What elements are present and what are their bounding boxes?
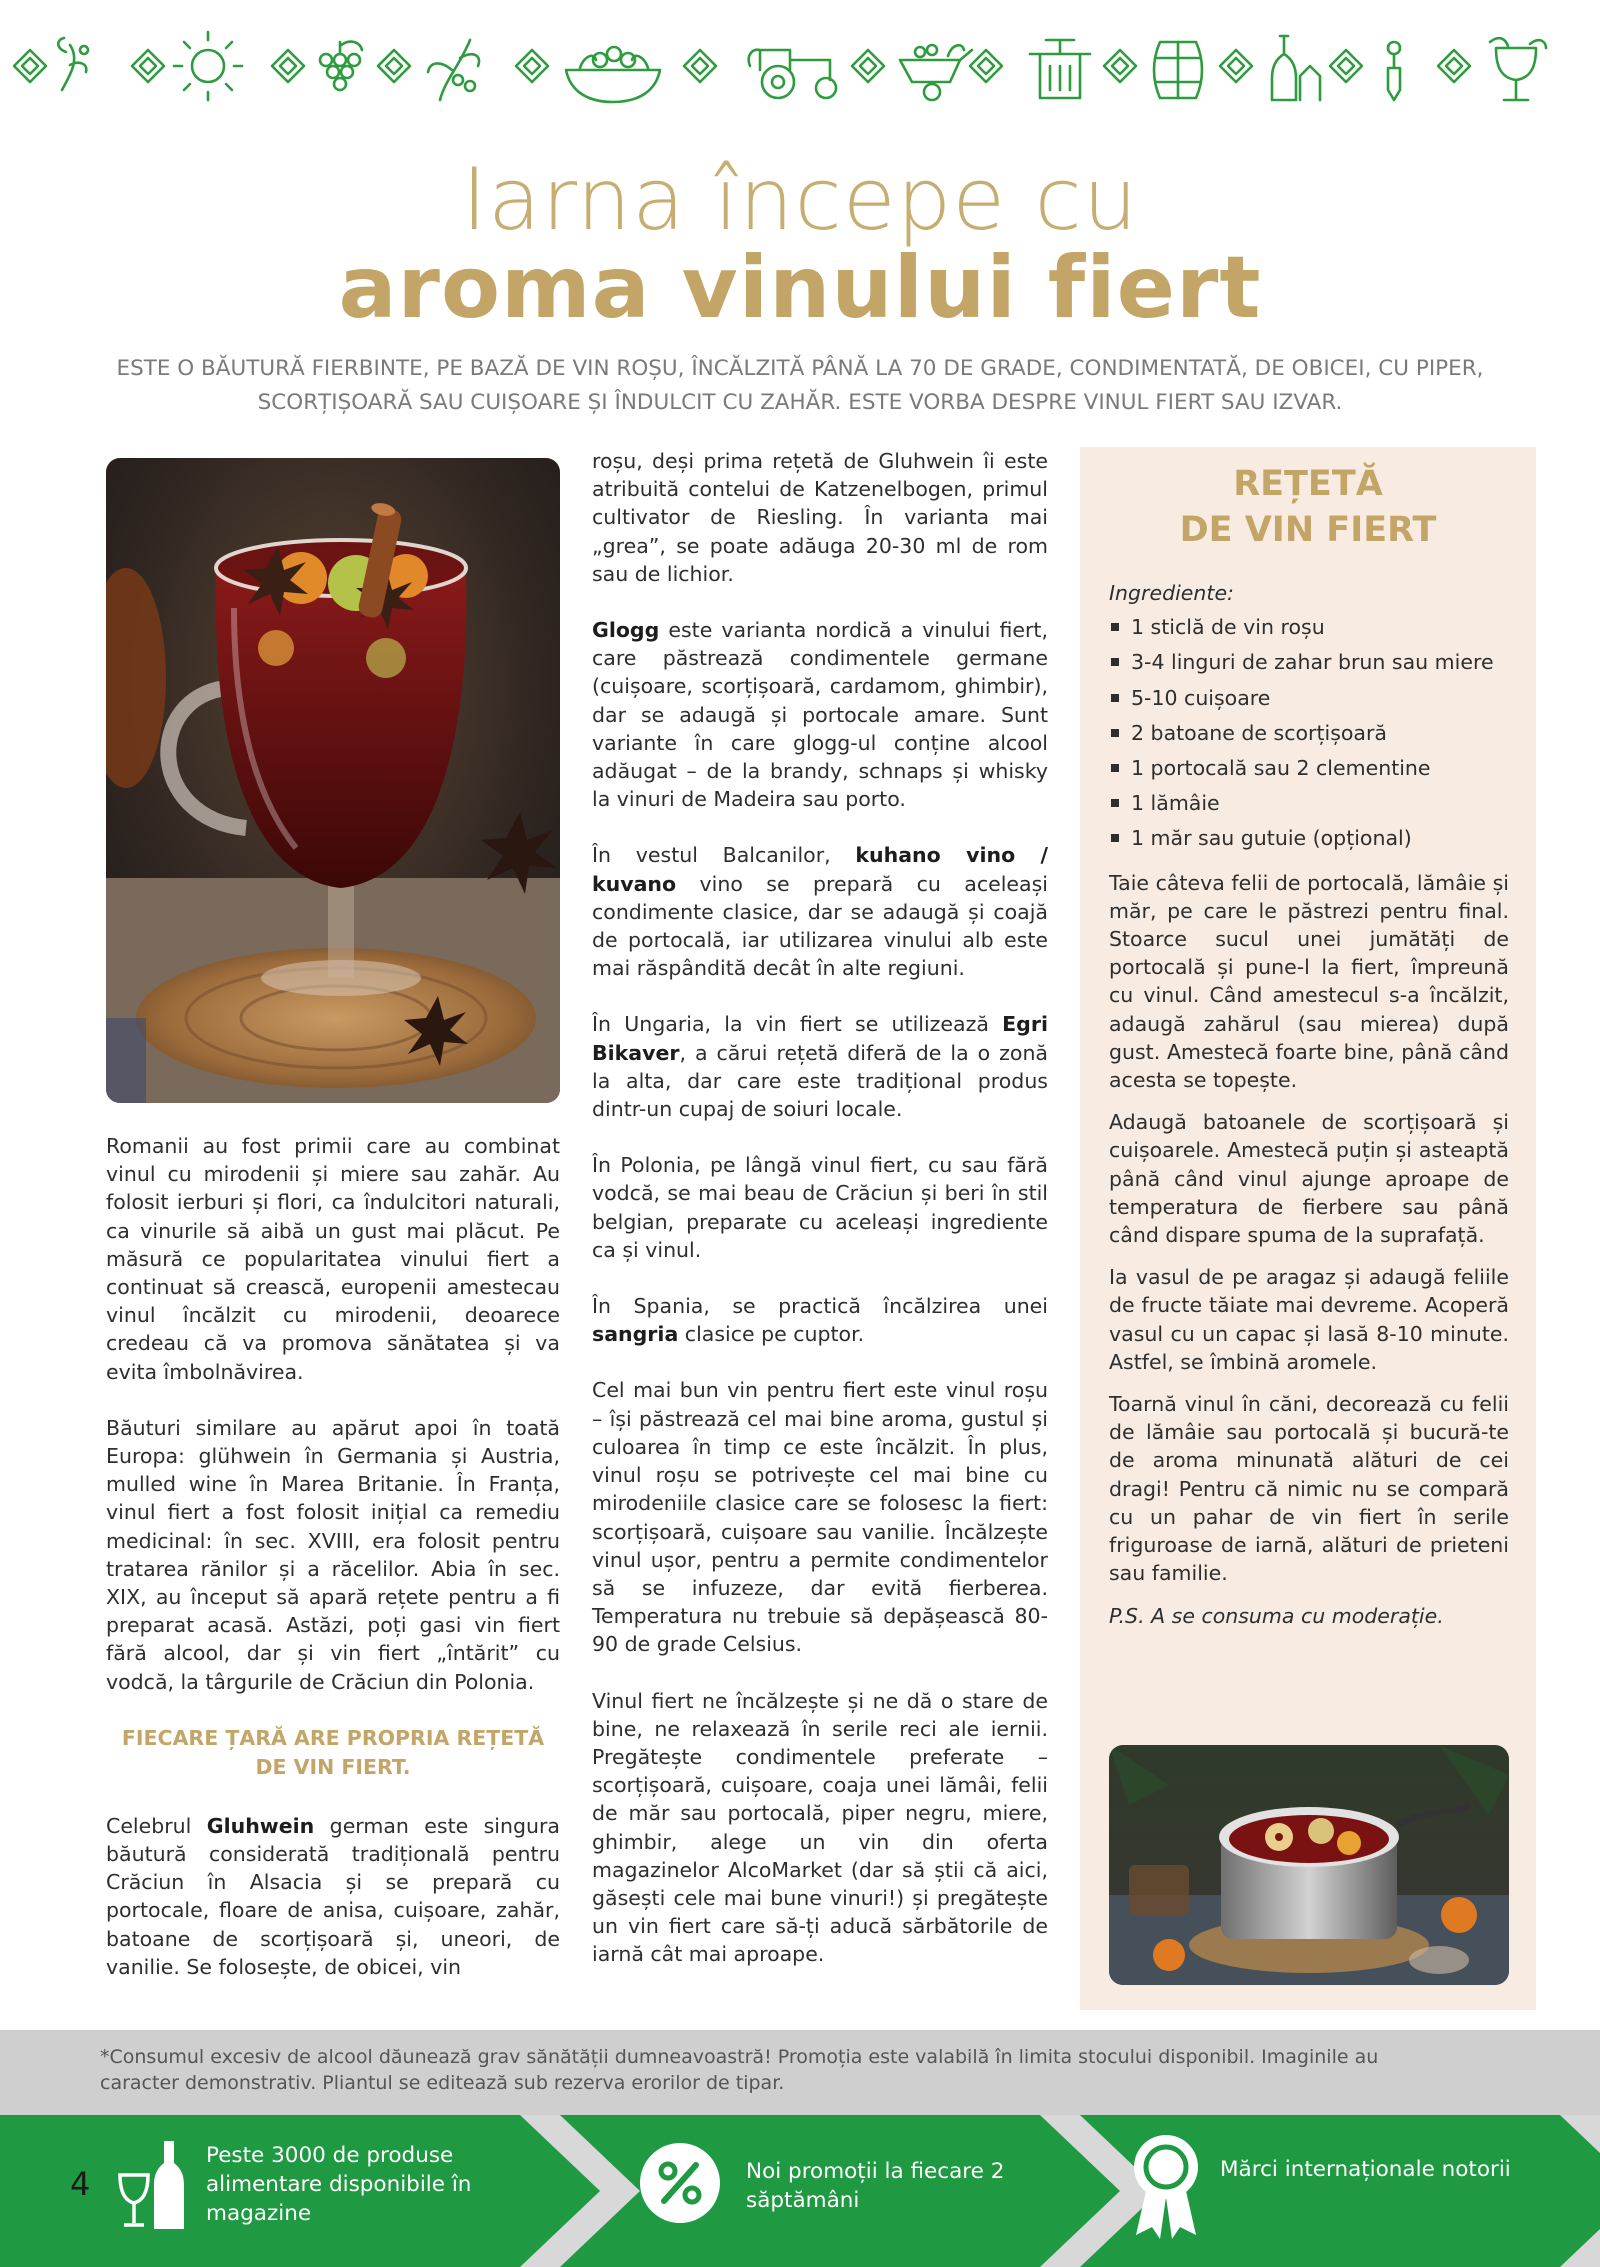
- fruit-basket-icon: [566, 47, 660, 102]
- grape-press-icon: [1030, 40, 1090, 98]
- list-item: 1 măr sau gutuie (opțional): [1109, 824, 1509, 852]
- diamond-icon: [14, 50, 46, 82]
- list-item: 1 portocală sau 2 clementine: [1109, 754, 1509, 782]
- recipe-title: REȚETĂ DE VIN FIERT: [1179, 464, 1437, 550]
- recipe-step: Adaugă batoanele de scorțișoară și cuișoarele. Amestecă puțin și asteaptă până când vinul ajunge aproape de temperatura de fierbere sau până când dispare spuma de la suprafață.: [1109, 1110, 1509, 1248]
- paragraph: Cel mai bun vin pentru fiert este vinul roșu – își păstrează cel mai bine aroma, gustul și culoarea în timp ce este încălzit. În plus, vinul roșu se potrivește cel mai bine cu mirodeniile clasice care se folosesc la fiert: scorțișoară, cuișoare sau vanilie. Încălzește vinul ușor, pentru a permite condimentelor să se infuzeze, dar evită fierberea. Temperatura nu trebuie să depășească 80-90 de grade Celsius.: [592, 1378, 1048, 1657]
- wheelbarrow-icon: [900, 45, 972, 100]
- section-subheading: FIECARE ȚARĂ ARE PROPRIA REȚETĂ DE VIN FIERT.: [121, 1725, 545, 1779]
- list-item: 1 sticlă de vin roșu: [1109, 613, 1509, 641]
- list-item: 5-10 cuișoare: [1109, 684, 1509, 712]
- paragraph: În Polonia, pe lângă vinul fiert, cu sau fără vodcă, se mai beau de Crăciun și beri în stil belgian, preparate cu aceleași ingrediente ca și vinul.: [592, 1153, 1048, 1262]
- percent-badge-icon: [636, 2139, 724, 2227]
- legal-disclaimer-bar: [0, 2030, 1600, 2115]
- decorative-icon-strip: [0, 20, 1600, 120]
- footer-item-products: Peste 3000 de produse alimentare disponibile în magazine: [206, 2143, 472, 2226]
- paragraph: Romanii au fost primii care au combinat vinul cu mirodenii și miere sau zahăr. Au folosit ierburi și flori, ca îndulcitori naturali, ca vinurile să aibă un gust mai plăcut. Pe măsură ce popularitatea vinului fiert a continuat să crească, europenii amestecau vinul încălzit cu mirodenii, deoarece credeau că va promova sănătatea și va evita îmbolnăvirea.: [106, 1134, 560, 1384]
- footer-item-promotions: Noi promoții la fiecare 2 săptămâni: [746, 2159, 1005, 2213]
- paragraph: Celebrul Gluhwein german este singura băutură considerată tradițională pentru Crăciun în Alsacia și se prepară cu portocale, floare de anisa, cuișoare, zahăr, batoane de scorțișoară și, uneori, de vanilie. Se folosește, de obicei, vin: [106, 1813, 560, 1979]
- list-item: 3-4 linguri de zahar brun sau miere: [1109, 648, 1509, 676]
- ingredients-label: Ingrediente:: [1109, 581, 1234, 605]
- diamond-icon: [272, 50, 304, 82]
- diamond-icon: [852, 50, 884, 82]
- grapes-icon: [320, 42, 362, 90]
- footer-bar: [0, 2115, 1600, 2267]
- paragraph: În vestul Balcanilor, kuhano vino / kuvano vino se prepară cu aceleași condimente clasice, dar se adaugă și coajă de portocală, iar utilizarea vinului alb este mai răspândită decât în alte regiuni.: [592, 843, 1048, 981]
- tractor-icon: [749, 50, 836, 98]
- paragraph: roșu, deși prima rețetă de Gluhwein îi este atribuită contelui de Katzenelbogen, primul cultivator de Riesling. În varianta mai „grea”, se poate adăuga 20-30 ml de rom sau de lichior.: [592, 449, 1048, 586]
- wine-bottle-glass-icon: [112, 2135, 188, 2235]
- diamond-icon: [684, 50, 716, 82]
- page-title-line1: Iarna începe cu: [461, 150, 1139, 250]
- recipe-step: Taie câteva felii de portocală, lămâie și măr, pe care le păstrezi pentru final. Stoarce sucul unei jumătăți de portocală și pune-l la fiert, împreună cu vinul. Când amestecul s-a încălzit, adaugă zahărul (sau mierea) după gust. Amestecă foarte bine, până când acesta se topește.: [1109, 870, 1509, 1093]
- diamond-icon: [1104, 50, 1136, 82]
- list-item: 1 lămâie: [1109, 789, 1509, 817]
- paragraph: În Ungaria, la vin fiert se utilizează Egri Bikaver, a cărui rețetă diferă de la o zonă la alta, dar care este tradițional produs dintr-un cupaj de soiuri locale.: [592, 1012, 1048, 1122]
- wine-glass-icon: [1490, 38, 1546, 100]
- diamond-icon: [970, 50, 1002, 82]
- diamond-icon: [516, 50, 548, 82]
- recipe-step: Ia vasul de pe aragaz și adaugă feliile de fructe tăiate mai devreme. Acoperă vasul cu un capac și lasă 8-10 minute. Astfel, se îmbină aromele.: [1109, 1265, 1509, 1374]
- article-column-1: [106, 1132, 560, 2009]
- paragraph: Glogg este varianta nordică a vinului fiert, care păstrează condimentele germane (cuișoare, scorțișoară, cardamom, ghimbir), dar se adaugă și portocale amare. Sunt variante în care glogg-ul conține alcool adăugat – de la brandy, schnaps și whisky la vinuri de Madeira sau porto.: [592, 618, 1048, 812]
- mulled-wine-glass-photo: [106, 458, 560, 1103]
- sun-icon: [174, 32, 242, 100]
- page-number: 4: [70, 2165, 91, 2203]
- diamond-icon: [1438, 50, 1470, 82]
- recipe-body: [1109, 579, 1509, 1644]
- wine-bottle-icon: [1272, 36, 1320, 100]
- list-item: 2 batoane de scorțișoară: [1109, 719, 1509, 747]
- diamond-icon: [1220, 50, 1252, 82]
- mulled-wine-pot-photo: [1109, 1745, 1509, 1985]
- recipe-step: Toarnă vinul în căni, decorează cu felii de lămâie sau portocală și bucură-te de aroma minunată alături de cei dragi! Pentru că nimic nu se compară cu un pahar de vin fiert în serile friguroase de iarnă, alături de prieteni sau familie.: [1109, 1392, 1509, 1586]
- paragraph: Vinul fiert ne încălzește și ne dă o stare de bine, ne relaxează în serile reci ale iernii. Pregătește condimentele preferate – scorțișoară, cuișoare, coaja unei lămâi, felii de măr sau portocală, piper negru, miere, ghimbir, alege un vin din oferta magazinelor AlcoMarket (dar să știi că aici, găsești cele mai bune vinuri!) și pregătește un vin fiert care să-ți aducă sărbătorile de iarnă cât mai aproape.: [592, 1688, 1048, 1967]
- paragraph: Băuturi similare au apărut apoi în toată Europa: glühwein în Germania și Austria, mulled wine în Marea Britanie. În Franța, vinul fiert a fost folosit inițial ca remediu medicinal: în sec. XVIII, era folosit pentru tratarea rănilor și a răcelilor. Abia în sec. XIX, au început să apară rețete pentru a fi preparat acasă. Astăzi, poți gasi vin fiert fără alcool, dar și vin fiert „întărit” cu vodcă, la târgurile de Crăciun din Polonia.: [106, 1415, 560, 1694]
- diamond-icon: [378, 50, 410, 82]
- barrel-icon: [1154, 42, 1202, 98]
- recipe-ps: P.S. A se consuma cu moderație.: [1109, 1603, 1444, 1628]
- page-title-line2: aroma vinului fiert: [338, 238, 1262, 338]
- corkscrew-icon: [1388, 42, 1400, 100]
- diamond-icon: [132, 50, 164, 82]
- diamond-icon: [1330, 50, 1362, 82]
- article-column-2: [592, 447, 1048, 1997]
- recipe-box: [1080, 447, 1536, 2010]
- grape-vine-icon: [428, 40, 479, 100]
- paragraph: În Spania, se practică încălzirea unei sangria clasice pe cuptor.: [592, 1294, 1048, 1347]
- legal-disclaimer: *Consumul excesiv de alcool dăunează grav sănătății dumneavoastră! Promoția este valabilă în limita stocului disponibil. Imaginile au caracter demonstrativ. Pliantul se editează sub rezerva erorilor de tipar.: [100, 2046, 1379, 2094]
- award-ribbon-icon: [1130, 2131, 1202, 2241]
- footer-item-brands: Mărci internaționale notorii: [1220, 2157, 1511, 2182]
- vine-icon: [58, 38, 88, 90]
- ingredients-list: [1109, 613, 1509, 852]
- lead-paragraph: ESTE O BĂUTURĂ FIERBINTE, PE BAZĂ DE VIN ROȘU, ÎNCĂLZITĂ PÂNĂ LA 70 DE GRADE, CONDIMENTATĂ, DE OBICEI, CU PIPER, SCORȚIȘOARĂ SAU CUIȘOARE ȘI ÎNDULCIT CU ZAHĂR. ESTE VORBA DESPRE VINUL FIERT SAU IZVAR.: [116, 356, 1484, 415]
